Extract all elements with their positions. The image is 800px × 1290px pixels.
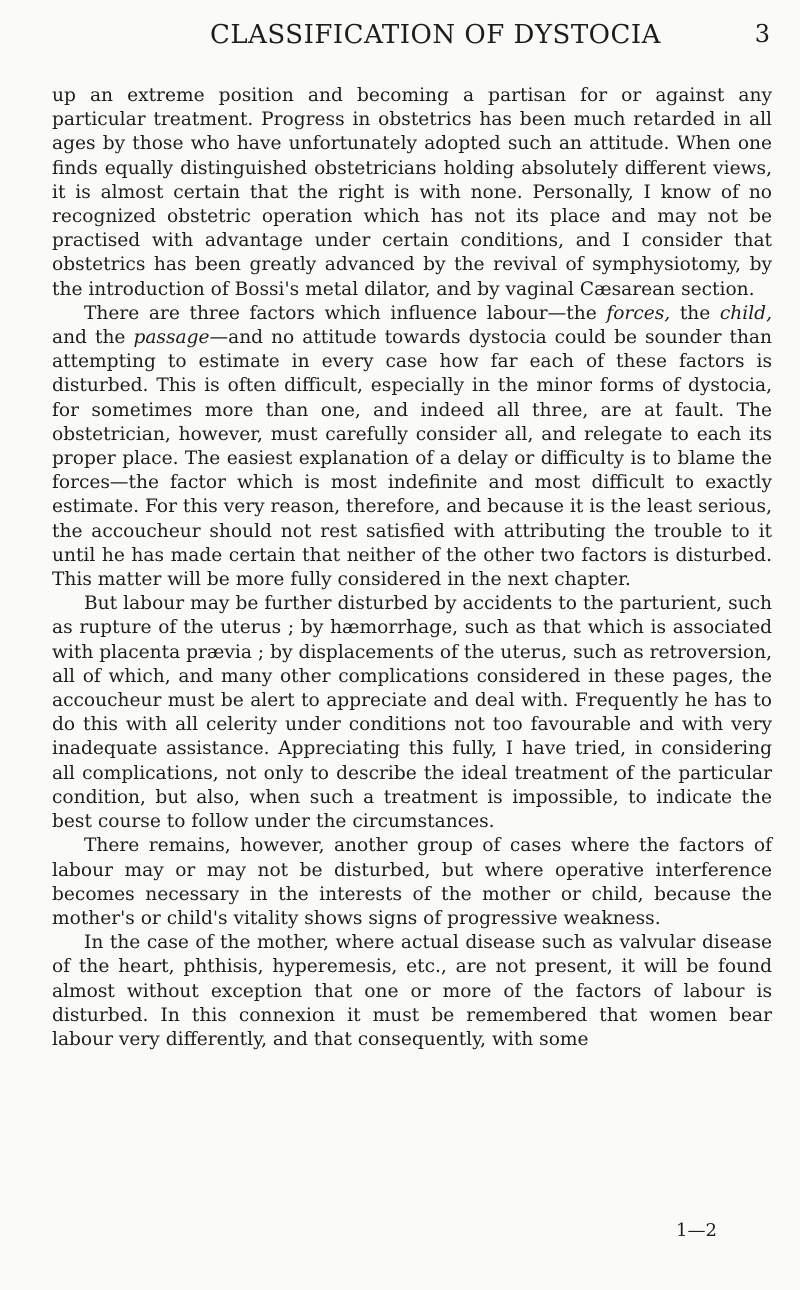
italic-passage: passage (133, 327, 210, 349)
italic-child: child, (719, 302, 772, 324)
paragraph-2-text-c: and the (52, 327, 134, 349)
paragraph-2-text-d: —and no attitude towards dystocia could be sounder than attempting to estimate in every case how far each of these factors is disturbed. This is often difficult, especially in the minor forms of dystocia, for sometimes more than one, and indeed all three, are at fault. The obstetrician, however, must carefully consider all, and relegate to each its proper place. The easiest explanation of a delay or difficulty is to blame the forces—the factor which is most indefinite and most difficult to exactly estimate. For this very reason, therefore, and because it is the least serious, the accoucheur should not rest satisfied with attributing the trouble to it until he has made certain that neither of the other two factors is disturbed. This matter will be more fully considered in the next chapter. (52, 327, 772, 591)
running-title: CLASSIFICATION OF DYSTOCIA (210, 20, 661, 50)
body-text (52, 84, 772, 1052)
paragraph-4: There remains, however, another group of cases where the factors of labour may or may not be disturbed, but where operative interference becomes necessary in the interests of the mother or child, because the mother's or child's vitality shows signs of progressive weakness. (52, 835, 772, 929)
paragraph-5: In the case of the mother, where actual disease such as valvular disease of the heart, phthisis, hyperemesis, etc., are not present, it will be found almost without exception that one or more of the factors of labour is disturbed. In this connexion it must be remembered that women bear labour very differently, and that consequently, with some (52, 932, 772, 1050)
paragraph-2-text-a: There are three factors which influence labour—the (84, 302, 607, 324)
italic-forces: forces, (606, 302, 671, 324)
signature-mark: 1—2 (676, 1220, 717, 1241)
paragraph-1: up an extreme position and becoming a partisan for or against any particular treatment. Progress in obstetrics has been much retarded in all ages by those who have unfortunately adopted such an attitude. When one finds equally distinguished obstetricians holding absolutely different views, it is almost certain that the right is with none. Personally, I know of no recognized obstetric operation which has not its place and may not be practised with advantage under certain conditions, and I consider that obstetrics has been greatly advanced by the revival of symphysiotomy, by the introduction of Bossi's metal dilator, and by vaginal Cæsarean section. (52, 85, 772, 300)
paragraph-3: But labour may be further disturbed by accidents to the parturient, such as rupture of the uterus ; by hæmorrhage, such as that which is associated with placenta prævia ; by displacements of the uterus, such as retroversion, all of which, and many other complications considered in these pages, the accoucheur must be alert to appreciate and deal with. Frequently he has to do this with all celerity under conditions not too favourable and with very inadequate assistance. Appreciating this fully, I have tried, in considering all complications, not only to describe the ideal treatment of the particular condition, but also, when such a treatment is impossible, to indicate the best course to follow under the circumstances. (52, 593, 772, 833)
paragraph-2-text-b: the (670, 302, 720, 324)
page-number: 3 (754, 20, 770, 48)
page-header (60, 12, 770, 62)
paragraph-2 (52, 302, 772, 592)
